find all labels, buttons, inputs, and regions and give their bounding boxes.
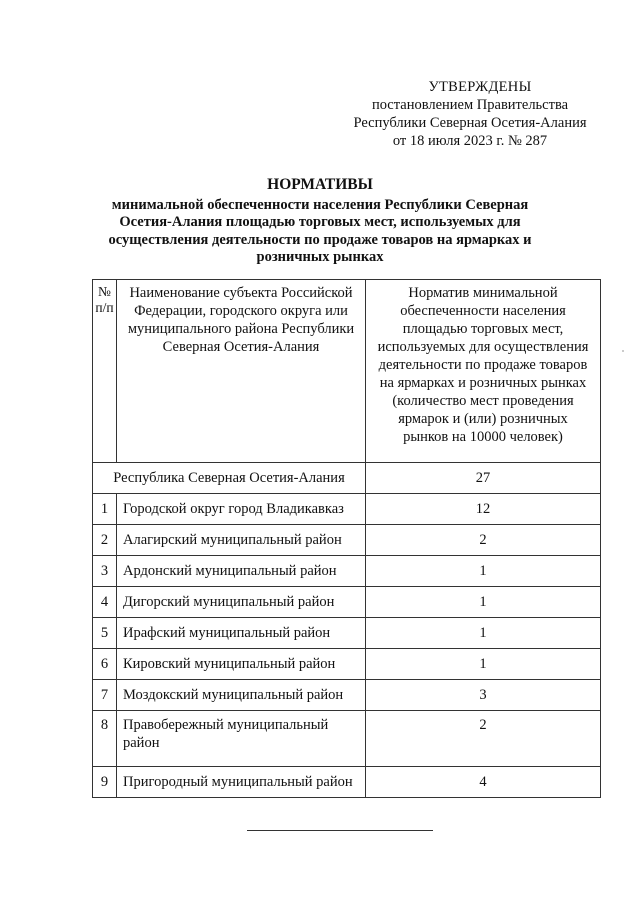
row-number: 9 bbox=[93, 767, 117, 798]
scan-speck bbox=[622, 350, 624, 352]
title-line: осуществления деятельности по продаже товаров на ярмарках и bbox=[108, 231, 532, 248]
table-header-row bbox=[93, 280, 601, 463]
table-total-row bbox=[93, 463, 601, 494]
row-number: 3 bbox=[93, 556, 117, 587]
row-value: 1 bbox=[366, 556, 601, 587]
title-line: Осетия-Алания площадью торговых мест, используемых для bbox=[119, 214, 521, 230]
approval-government: Республики Северная Осетия-Алания bbox=[353, 115, 587, 131]
row-name: Городской округ город Владикавказ bbox=[117, 494, 366, 525]
total-label: Республика Северная Осетия-Алания bbox=[93, 463, 366, 494]
row-name: Ардонский муниципальный район bbox=[117, 556, 366, 587]
table-row bbox=[93, 649, 601, 680]
approval-date: от 18 июля 2023 г. № 287 bbox=[392, 133, 548, 149]
table-row bbox=[93, 587, 601, 618]
row-value: 2 bbox=[366, 525, 601, 556]
row-number: 7 bbox=[93, 680, 117, 711]
row-number: 8 bbox=[93, 711, 117, 767]
title-heading: НОРМАТИВЫ bbox=[267, 176, 373, 193]
table-row bbox=[93, 711, 601, 767]
row-number: 5 bbox=[93, 618, 117, 649]
table-row bbox=[93, 618, 601, 649]
row-value: 3 bbox=[366, 680, 601, 711]
approval-status: УТВЕРЖДЕНЫ bbox=[428, 79, 532, 95]
row-number: 6 bbox=[93, 649, 117, 680]
row-number: 1 bbox=[93, 494, 117, 525]
row-value: 1 bbox=[366, 587, 601, 618]
row-value: 1 bbox=[366, 618, 601, 649]
row-value: 4 bbox=[366, 767, 601, 798]
table-row bbox=[93, 680, 601, 711]
row-value: 1 bbox=[366, 649, 601, 680]
norms-table bbox=[92, 279, 601, 798]
total-value: 27 bbox=[366, 463, 601, 494]
row-value: 12 bbox=[366, 494, 601, 525]
table-row bbox=[93, 494, 601, 525]
approval-resolution: постановлением Правительства bbox=[371, 97, 569, 113]
table-row bbox=[93, 767, 601, 798]
table-row bbox=[93, 556, 601, 587]
row-number: 2 bbox=[93, 525, 117, 556]
title-line: минимальной обеспеченности населения Республики Северная bbox=[111, 196, 529, 213]
row-name: Правобережный муниципальный район bbox=[117, 711, 366, 767]
row-name: Ирафский муниципальный район bbox=[117, 618, 366, 649]
document-title bbox=[90, 176, 550, 267]
approval-block bbox=[330, 78, 610, 150]
row-name: Кировский муниципальный район bbox=[117, 649, 366, 680]
row-name: Пригородный муниципальный район bbox=[117, 767, 366, 798]
title-line: розничных рынках bbox=[256, 249, 384, 265]
table-row bbox=[93, 525, 601, 556]
row-name: Моздокский муниципальный район bbox=[117, 680, 366, 711]
header-norm: Норматив минимальной обеспеченности населения площадью торговых мест, используемых для осуществления деятельности по продаже товаров на ярмарках и розничных рынках (количество мест проведения ярмарок и (или) розничных рынков на 10000 человек) bbox=[366, 280, 601, 463]
row-name: Алагирский муниципальный район bbox=[117, 525, 366, 556]
header-number: № п/п bbox=[93, 280, 117, 463]
row-name: Дигорский муниципальный район bbox=[117, 587, 366, 618]
row-number: 4 bbox=[93, 587, 117, 618]
header-entity-name: Наименование субъекта Российской Федерации, городского округа или муниципального района Республики Северная Осетия-Алания bbox=[117, 280, 366, 463]
footer-divider bbox=[247, 830, 433, 831]
row-value: 2 bbox=[366, 711, 601, 767]
